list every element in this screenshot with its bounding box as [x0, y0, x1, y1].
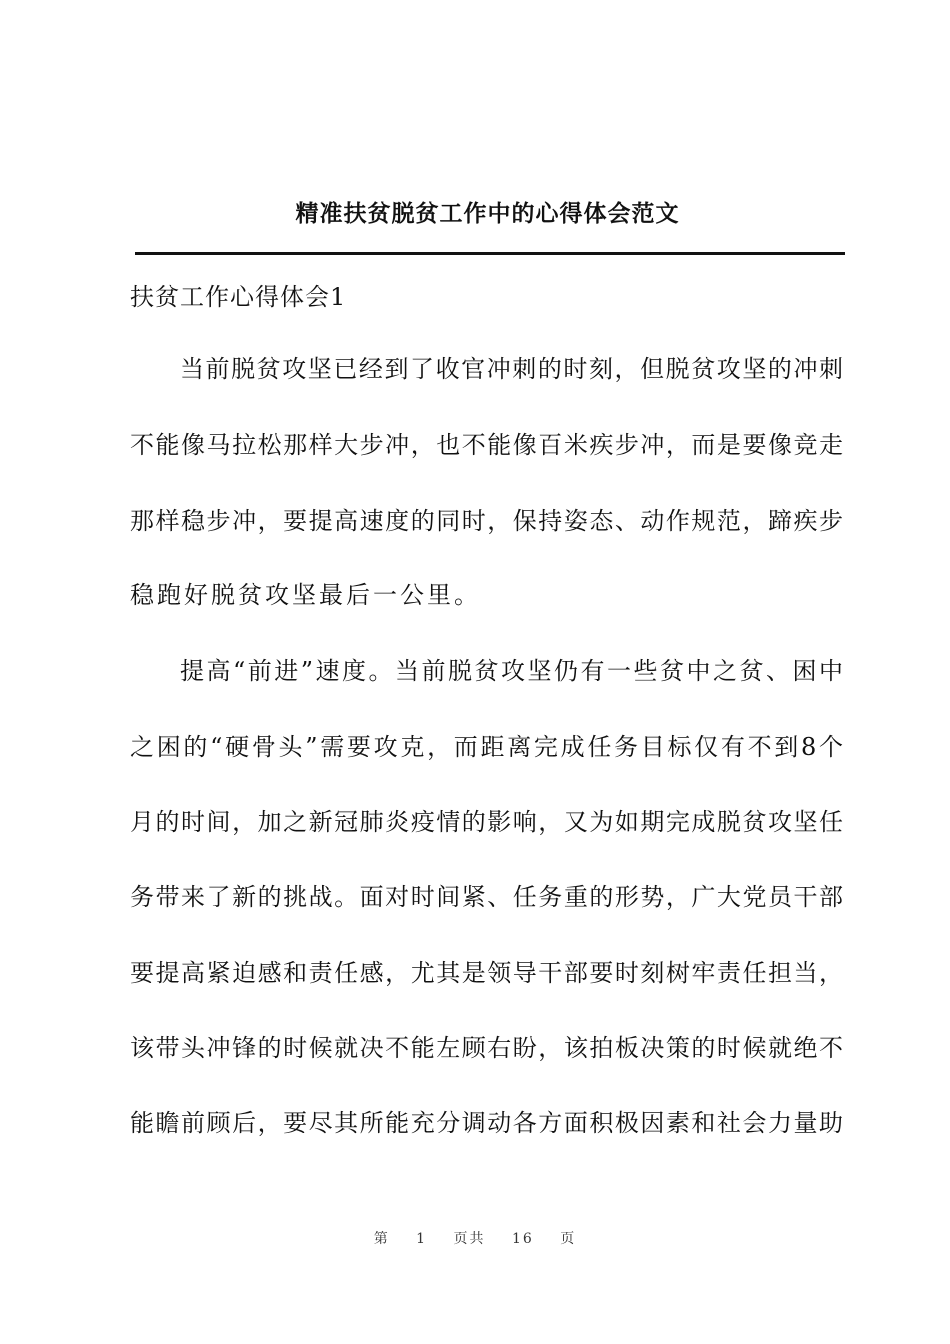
footer-prefix: 第 [373, 1231, 390, 1247]
paragraph-line: 不能像马拉松那样大步冲，也不能像百米疾步冲，而是要像竞走 [130, 431, 843, 459]
footer-middle: 页共 [453, 1231, 486, 1247]
paragraph-line: 该带头冲锋的时候就决不能左顾右盼，该拍板决策的时候就绝不 [130, 1034, 843, 1062]
paragraph-line: 要提高紧迫感和责任感，尤其是领导干部要时刻树牢责任担当， [130, 959, 843, 987]
paragraph-line: 务带来了新的挑战。面对时间紧、任务重的形势，广大党员干部 [130, 883, 843, 911]
paragraph-line: 那样稳步冲，要提高速度的同时，保持姿态、动作规范，蹄疾步 [130, 507, 843, 535]
section-heading: 扶贫工作心得体会1 [130, 283, 347, 311]
paragraph-line: 当前脱贫攻坚已经到了收官冲刺的时刻，但脱贫攻坚的冲刺 [180, 355, 843, 383]
footer-current-page: 1 [416, 1231, 428, 1247]
paragraph-line: 稳跑好脱贫攻坚最后一公里。 [130, 581, 481, 609]
paragraph-line: 能瞻前顾后，要尽其所能充分调动各方面积极因素和社会力量助 [130, 1109, 843, 1137]
footer-suffix: 页 [560, 1231, 577, 1247]
page-number-footer [0, 1228, 950, 1250]
document-title: 精准扶贫脱贫工作中的心得体会范文 [295, 201, 680, 227]
paragraph-line: 提高“前进”速度。当前脱贫攻坚仍有一些贫中之贫、困中 [180, 657, 843, 685]
title-underline-rule [135, 252, 845, 255]
paragraph-line: 之困的“硬骨头”需要攻克，而距离完成任务目标仅有不到8个 [130, 733, 843, 761]
paragraph-line: 月的时间，加之新冠肺炎疫情的影响，又为如期完成脱贫攻坚任 [130, 808, 843, 836]
footer-total-pages: 16 [512, 1231, 534, 1247]
